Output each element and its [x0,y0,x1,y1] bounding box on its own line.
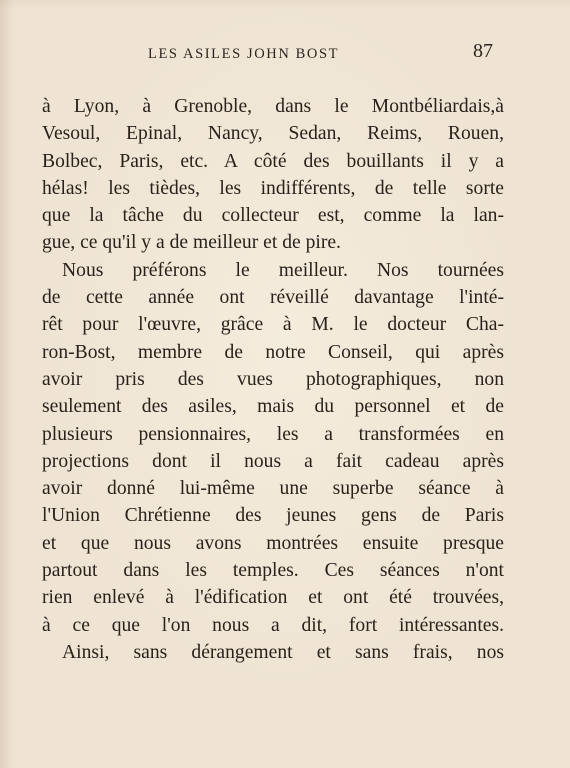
text-line: avoir pris des vues photographiques, non [42,368,504,390]
text-line: partout dans les temples. Ces séances n'ont [42,560,504,582]
text-line: à Lyon, à Grenoble, dans le Montbéliardais,à [42,96,504,117]
text-line: Vesoul, Epinal, Nancy, Sedan, Reims, Rouen, [42,123,504,145]
text-line: à ce que l'on nous a dit, fort intéressantes. [42,614,504,636]
text-line: et que nous avons montrées ensuite presque [42,532,504,554]
text-line: plusieurs pensionnaires, les a transformées en [42,423,504,445]
text-line: seulement des asiles, mais du personnel et de [42,396,504,418]
text-line: Nous préférons le meilleur. Nos tournées [62,259,504,281]
text-line: gue, ce qu'il y a de meilleur et de pire. [42,232,341,254]
text-line: l'Union Chrétienne des jeunes gens de Paris [42,505,504,527]
page-number: 87 [473,40,493,62]
text-line: projections dont il nous a fait cadeau après [42,450,504,472]
text-line: hélas! les tièdes, les indifférents, de telle sorte [42,177,504,199]
body-text [42,93,504,666]
text-line: rien enlevé à l'édification et ont été trouvées, [42,587,504,609]
page-header [0,38,570,68]
text-line: Bolbec, Paris, etc. A côté des bouillants il y a [42,150,504,172]
text-line: de cette année ont réveillé davantage l'inté- [42,287,504,309]
text-line: avoir donné lui-même une superbe séance à [42,478,504,500]
text-line: ron-Bost, membre de notre Conseil, qui après [42,341,504,363]
text-line: que la tâche du collecteur est, comme la lan- [42,205,504,227]
running-head: LES ASILES JOHN BOST [148,46,340,62]
text-line: rêt pour l'œuvre, grâce à M. le docteur Cha- [42,314,504,336]
text-line: Ainsi, sans dérangement et sans frais, nos [62,641,504,663]
